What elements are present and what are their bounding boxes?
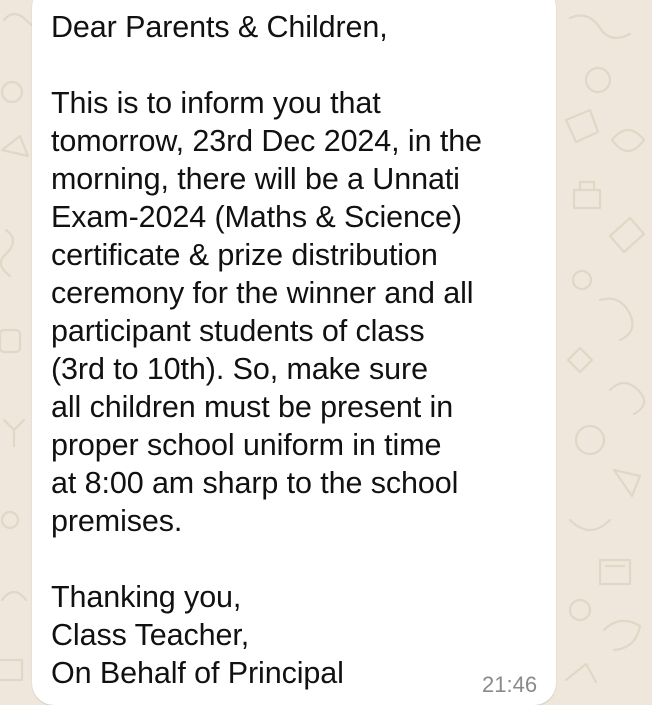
doodle-icon — [4, 420, 24, 446]
message-line: This is to inform you that — [51, 86, 381, 120]
doodle-icon — [600, 299, 632, 340]
doodle-icon — [2, 512, 18, 528]
message-line: Dear Parents & Children, — [51, 10, 388, 44]
message-line: morning, there will be a Unnati — [51, 162, 460, 196]
message-line: (3rd to 10th). So, make sure — [51, 352, 428, 386]
doodle-icon — [573, 271, 591, 289]
message-line: premises. — [51, 504, 183, 538]
message-line: at 8:00 am sharp to the school — [51, 466, 459, 500]
message-line — [51, 540, 521, 578]
doodle-icon — [570, 520, 610, 530]
doodle-icon — [2, 592, 26, 600]
doodle-icon — [0, 330, 20, 352]
doodle-icon — [566, 110, 598, 142]
message-line: certificate & prize distribution — [51, 238, 438, 272]
message-line: ceremony for the winner and all — [51, 276, 474, 310]
doodle-icon — [586, 68, 610, 92]
doodle-icon — [600, 560, 630, 584]
message-text — [51, 8, 521, 692]
doodle-icon — [568, 348, 592, 372]
doodle-icon — [612, 130, 644, 151]
doodle-icon — [0, 660, 22, 680]
doodle-icon — [2, 82, 22, 102]
doodle-icon — [1, 230, 13, 276]
doodle-icon — [576, 426, 604, 454]
message-line: On Behalf of Principal — [51, 656, 344, 690]
doodle-icon — [570, 16, 630, 38]
message-line: Class Teacher, — [51, 618, 250, 652]
doodle-icon — [566, 664, 596, 682]
doodle-icon — [570, 600, 590, 620]
doodle-icon — [604, 621, 640, 650]
doodle-icon — [2, 136, 28, 156]
message-timestamp: 21:46 — [482, 672, 538, 697]
message-line: all children must be present in — [51, 390, 454, 424]
message-line: Exam-2024 (Maths & Science) — [51, 200, 462, 234]
doodle-icon — [610, 218, 644, 252]
message-line — [51, 46, 521, 84]
message-line: participant students of class — [51, 314, 425, 348]
doodle-icon — [610, 383, 644, 414]
doodle-icon — [614, 470, 640, 496]
doodle-icon — [574, 182, 600, 208]
message-line: tomorrow, 23rd Dec 2024, in the — [51, 124, 482, 158]
message-line: proper school uniform in time — [51, 428, 442, 462]
message-line: Thanking you, — [51, 580, 242, 614]
